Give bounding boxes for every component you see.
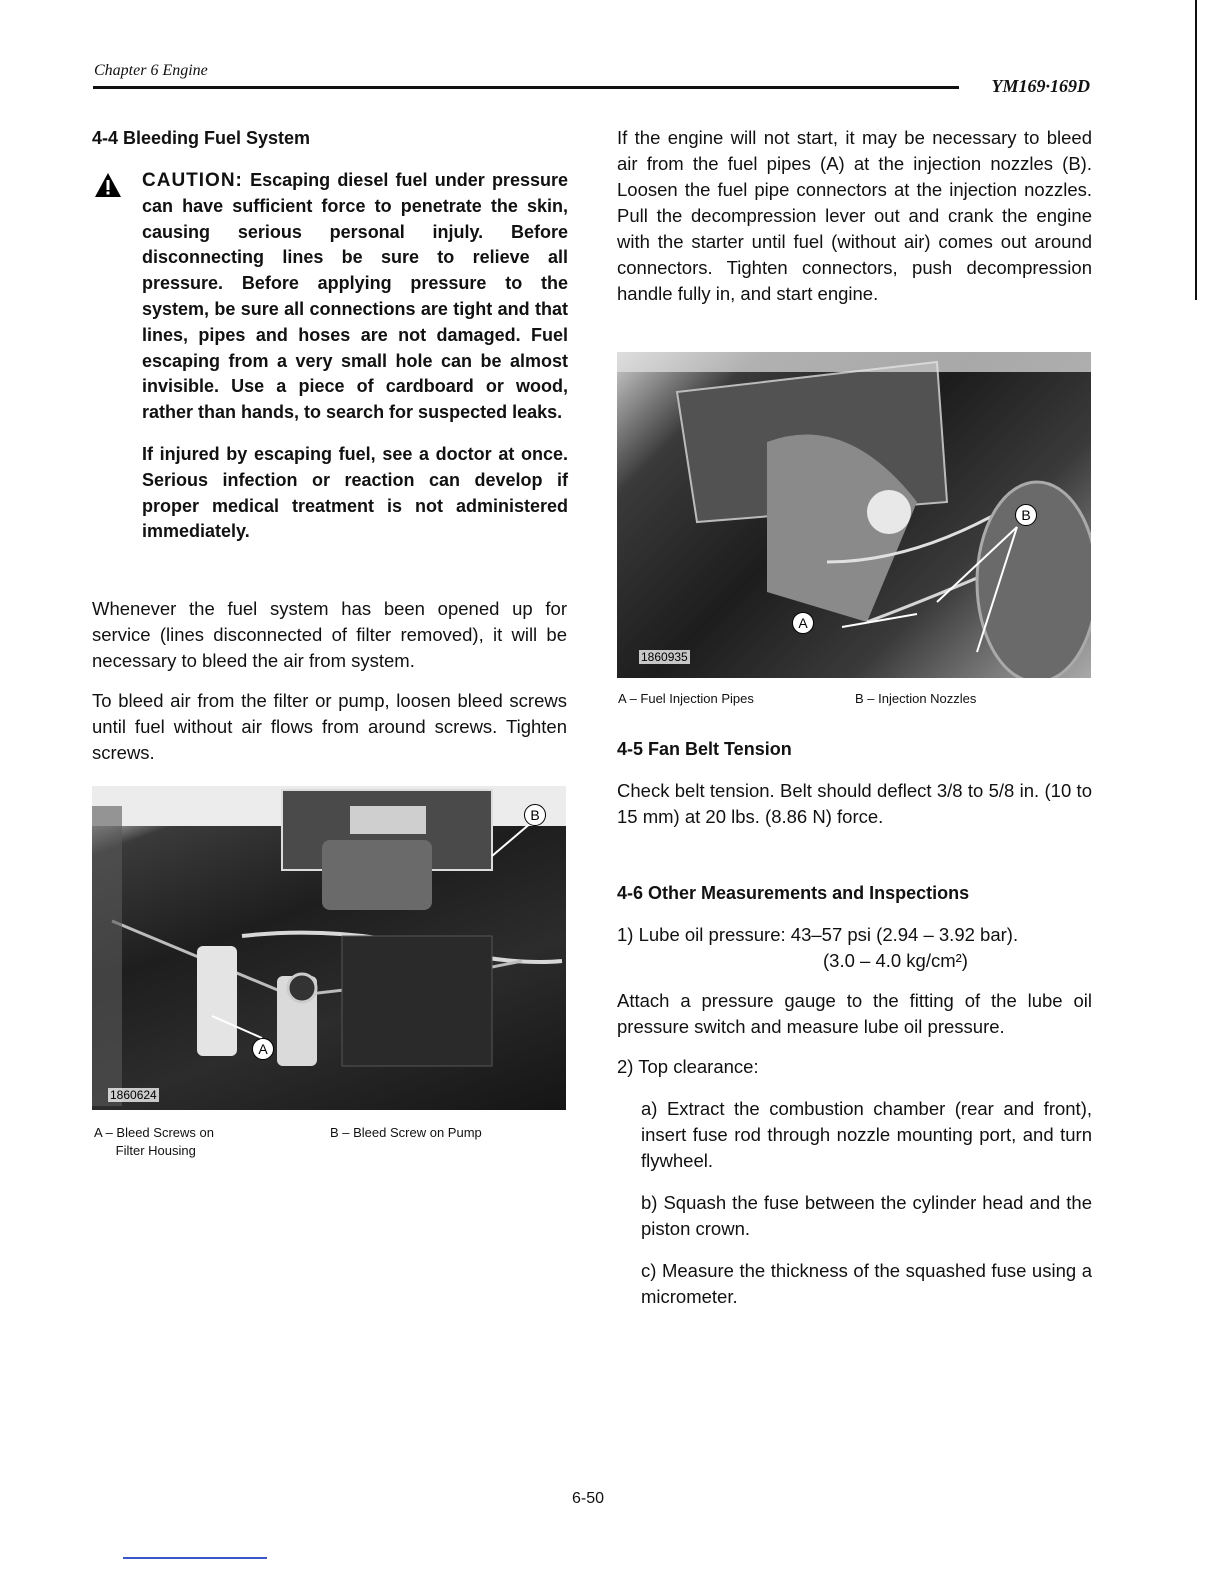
- caution-text: Escaping diesel fuel under pressure can have sufficient force to penetrate the skin, causing serious personal injuly. Before disconnecting lines be sure to relieve all pressure. Before applying pressure to the system, be sure all connections are tight and that lines, pipes and hoses are not damaged. Fuel escaping from a very small hole can be almost invisible. Use a piece of cardboard or wood, rather than hands, to search for suspected leaks.: [142, 170, 568, 423]
- caption-a: A – Bleed Screws on Filter Housing: [94, 1125, 214, 1158]
- para-whenever: Whenever the fuel system has been opened up for service (lines disconnected of filter removed), it will be necessary to bleed the air from system.: [92, 598, 567, 671]
- section-4-4-title: 4-4 Bleeding Fuel System: [92, 128, 311, 148]
- callout-b-right: B: [1015, 504, 1037, 526]
- section-4-6: [617, 880, 1092, 1310]
- caution-body: [142, 168, 568, 545]
- engine-illustration: [92, 786, 566, 1110]
- belt-tension-text: Check belt tension. Belt should deflect 3/8 to 5/8 in. (10 to 15 mm) at 20 lbs. (8.86 N) force.: [617, 780, 1092, 827]
- lube-oil-pressure-kg: (3.0 – 4.0 kg/cm²): [823, 950, 968, 971]
- callout-b: B: [524, 804, 546, 826]
- photo-id-label-right: 1860935: [641, 650, 688, 664]
- para-service: [92, 596, 567, 766]
- header-rule: [93, 86, 959, 89]
- margin-rule: [1195, 0, 1197, 300]
- step-a: a) Extract the combustion chamber (rear and front), insert fuse rod through nozzle mounting port, and turn flywheel.: [641, 1098, 1092, 1171]
- photo-id-label: 1860624: [110, 1088, 157, 1102]
- page-number: 6-50: [572, 1490, 605, 1507]
- footer-link-line: [123, 1557, 267, 1559]
- engine-photo-left: [92, 786, 566, 1110]
- section-4-5: [617, 736, 1092, 830]
- injury-text: If injured by escaping fuel, see a doctor at once. Serious infection or reaction can develop if proper medical treatment is not administered immediately.: [142, 443, 568, 542]
- step-b: b) Squash the fuse between the cylinder head and the piston crown.: [641, 1192, 1092, 1239]
- caption-fuel-pipes: A – Fuel Injection Pipes: [618, 691, 754, 706]
- section-4-5-title: 4-5 Fan Belt Tension: [617, 739, 792, 759]
- step-c: c) Measure the thickness of the squashed fuse using a micrometer.: [641, 1260, 1092, 1307]
- caption-b: B – Bleed Screw on Pump: [330, 1125, 482, 1140]
- caution-label: CAUTION:: [142, 170, 243, 191]
- para-bleed-filter: To bleed air from the filter or pump, loosen bleed screws until fuel without air flows from around screws. Tighten screws.: [92, 690, 567, 763]
- top-clearance: 2) Top clearance:: [617, 1056, 759, 1077]
- chapter-header: Chapter 6 Engine: [94, 62, 208, 79]
- section-4-4-title-wrap: [92, 125, 567, 151]
- model-header: YM169·169D: [991, 76, 1090, 96]
- lube-oil-pressure: 1) Lube oil pressure: 43–57 psi (2.94 – 3.92 bar).: [617, 924, 1019, 945]
- intro-paragraph-wrap: [617, 125, 1092, 307]
- callout-a-right: A: [792, 612, 814, 634]
- caption-nozzles: B – Injection Nozzles: [855, 691, 977, 706]
- lube-oil-text: Attach a pressure gauge to the fitting of the lube oil pressure switch and measure lube oil pressure.: [617, 990, 1092, 1037]
- intro-paragraph: If the engine will not start, it may be necessary to bleed air from the fuel pipes (A) at the injection nozzles (B). Loosen the fuel pipe connectors at the injection nozzles. Pull the decompression lever out and crank the engine with the starter until fuel (without air) comes out around connectors. Tighten connectors, push decompression handle fully in, and start engine.: [617, 127, 1092, 304]
- section-4-6-title: 4-6 Other Measurements and Inspections: [617, 883, 970, 903]
- warning-triangle-icon: [94, 172, 122, 198]
- engine-photo-right: [617, 352, 1091, 678]
- callout-a: A: [252, 1038, 274, 1060]
